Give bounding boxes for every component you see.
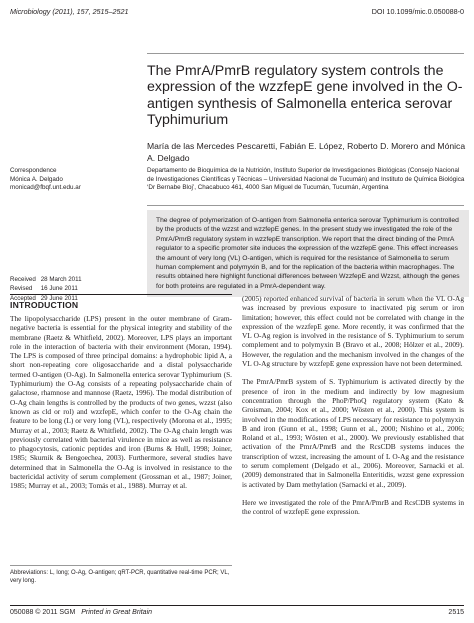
doi: DOI 10.1099/mic.0.050088-0 — [371, 7, 464, 16]
right-column — [242, 294, 464, 517]
authors: María de las Mercedes Pescaretti, Fabián E. López, Roberto D. Morero and Mónica A. Delgado — [147, 141, 466, 163]
journal-reference: Microbiology (2011), 157, 2515–2521 — [10, 7, 129, 16]
intro-paragraph-2: (2005) reported enhanced survival of bacteria in serum when the VL O-Ag was increased by previous exposure to inactivated pig serum or iron limitation; however, this effect could not be correlated with change in the expression of the wzzfepE gene. More recently, it was confirmed that the VL O-Ag region is involved in the resistance of S. Typhimurium to serum complement and to polymyxin B (Bravo et al., 2008; Hölzer et al., 2009). However, the regulation and the mechanism involved in the changes of the VL O-Ag structure by wzzfepE gene expression have not been determined. — [242, 294, 464, 369]
intro-paragraph-1: The lipopolysaccharide (LPS) present in the outer membrane of Gram-negative bacteria is essential for the physical integrity and stability of the membrane (Raetz & Whitfield, 2002). Moreover, LPS plays an important role in the interaction of bacteria with their environment (Moran, 1994). The LPS is composed of three principal domains: a hydrophobic lipid A, a short non-repeating core oligosaccharide and a distal polysaccharide termed O-antigen (O-Ag). In Salmonella enterica serovar Typhimurium (S. Typhimurium) the O-Ag consists of a repeating polysaccharide chain of galactose, rhamnose and mannose (Raetz, 1996). The modal distribution of O-Ag chain lengths is controlled by the products of two genes, wzzst (also known as cld or rol) and wzzfepE, which confer to the O-Ag chain the feature to be long (L) or very long (VL), respectively (Morona et al., 1995; Murray et al., 2003; Raetz & Whitfield, 2002). The O-Ag chain length was previously correlated with bacterial virulence in mice as well as resistance to phagocytosis, cationic peptides and iron (Burns & Hull, 1998; Joiner, 1985; Skurnik & Bengoechea, 2003). Furthermore, several studies have determined that in Salmonella the O-Ag is involved in resistance to the bactericidal activity of serum complement (Grossman et al., 1987; Joiner, 1985; Murray et al., 2003; Tomás et al., 1988). Murray et al. — [10, 314, 232, 491]
date-received: Received 28 March 2011 — [10, 276, 82, 283]
abstract-divider — [147, 205, 464, 206]
footer-divider — [10, 605, 464, 606]
abstract: The degree of polymerization of O-antigen from Salmonella enterica serovar Typhimurium is controlled by the products of the wzzst and wzzfepE genes. In the present study we investigated the role of the PmrA/PmrB regulatory system in wzzfepE transcription. We report that the direct binding of the PmrA regulator to a specific promoter site induces the expression of the wzzfepE gene. This effect increases the amount of very long (VL) O-antigen, which is required for the resistance of Salmonella to serum human complement and polymyxin B, and for the replication of the bacteria within macrophages. The results obtained here highlight functional differences between WzzfepE and Wzzst, although the genes for both proteins are regulated in a PmrA-dependent way. — [147, 210, 469, 297]
correspondence-name: Mónica A. Delgado — [10, 175, 63, 183]
intro-paragraph-4: Here we investigated the role of the PmrA/PmrB and RcsCDB systems in the control of wzzfepE gene expression. — [242, 497, 464, 517]
abbreviations-note: Abbreviations: L, long; O-Ag, O-antigen; qRT-PCR, quantitative real-time PCR; VL, very long. — [10, 565, 232, 585]
section-rule — [10, 294, 232, 297]
footer-left: 050088 © 2011 SGM Printed in Great Britain — [10, 609, 153, 616]
correspondence-email[interactable]: monicad@fbqf.unt.edu.ar — [10, 184, 81, 192]
header-divider — [147, 53, 464, 54]
date-revised: Revised 16 June 2011 — [10, 285, 78, 293]
affiliation: Departamento de Bioquímica de la Nutrición, Instituto Superior de Investigaciones Biológicas (Consejo Nacional de Investigaciones Científicas y Técnicas – Universidad Nacional de Tucumán) and Instituto de Química Biológica ‘Dr Bernabe Bloj’, Chacabuco 461, 4000 San Miguel de Tucumán, Tucumán, Argentina — [147, 167, 465, 192]
intro-paragraph-3: The PmrA/PmrB system of S. Typhimurium is activated directly by the presence of iron in the medium and indirectly by low magnesium concentration through the PhoP/PhoQ regulatory system (Kato & Groisman, 2004; Kox et al., 2000; Wösten et al., 2000). This system is involved in the modifications of LPS necessary for resistance to polymyxin B and iron (Gunn et al., 1998; Gunn et al., 2000; Nishino et al., 2006; Roland et al., 1993; Wösten et al., 2000). We previously established that activation of the PmrA/PmrB and the RcsCDB systems induces the transcription of wzzst, increasing the amount of L O-Ag and the resistance to serum complement (Delgado et al., 2006). Moreover, Sarnacki et al. (2009) demonstrated that in Salmonella Enteritidis, wzzst gene expression is activated by Dam methylation (Sarnacki et al., 2009). — [242, 377, 464, 489]
correspondence — [10, 167, 140, 193]
printed-note: Printed in Great Britain — [81, 609, 153, 616]
article-title: The PmrA/PmrB regulatory system controls the expression of the wzzfepE gene involved in the O-antigen synthesis of Salmonella enterica serovar Typhimurium — [147, 63, 463, 129]
date-accepted: Accepted 29 June 2011 — [10, 294, 78, 302]
correspondence-label: Correspondence — [10, 167, 57, 174]
left-column — [10, 294, 232, 491]
page-number: 2515 — [448, 609, 464, 616]
introduction-heading: INTRODUCTION — [10, 300, 79, 310]
